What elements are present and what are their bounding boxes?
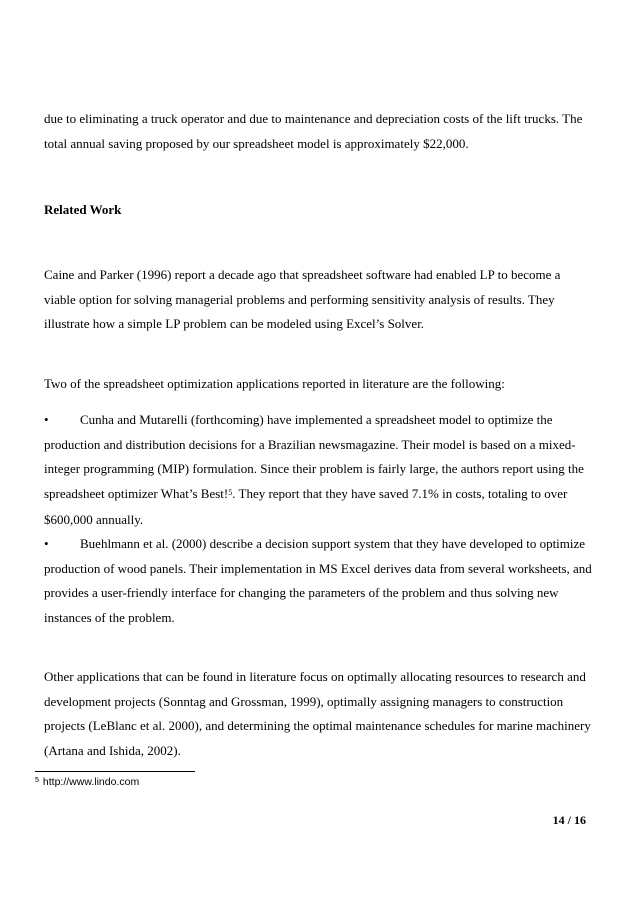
intro-continuation-paragraph: due to eliminating a truck operator and due to maintenance and depreciation costs of the lift trucks. The total annual saving proposed by our spreadsheet model is approximately $22,000. xyxy=(44,111,583,151)
bullet-1-text-b: . They report that they have saved 7.1% in costs, totaling to over $600,000 annually. xyxy=(44,485,568,527)
footnote-divider xyxy=(35,771,195,772)
bullet-item-cunha-mutarelli xyxy=(44,408,592,533)
footnote xyxy=(35,776,139,788)
other-applications-paragraph: Other applications that can be found in literature focus on optimally allocating resources to research and development projects (Sonntag and Grossman, 1999), optimally assigning managers to construction projects (LeBlanc et al. 2000), and determining the optimal maintenance schedules for marine machinery (Artana and Ishida, 2002). xyxy=(44,669,591,758)
footnote-number: 5 xyxy=(35,777,39,784)
applications-intro-paragraph: Two of the spreadsheet optimization applications reported in literature are the following: xyxy=(44,376,505,391)
footnote-link-text: http://www.lindo.com xyxy=(42,776,140,788)
page-number: 14 / 16 xyxy=(552,813,586,827)
bullet-2-text: Buehlmann et al. (2000) describe a decision support system that they have developed to optimize production of wood panels. Their implementation in MS Excel derives data from several worksheets, and provides a user-friendly interface for changing the parameters of the problem and thus solving new instances of the problem. xyxy=(44,536,592,625)
footnote-reference: 5 xyxy=(228,487,233,497)
bullet-icon: • xyxy=(44,412,49,427)
bullet-icon: • xyxy=(44,536,49,551)
bullet-1-text-a: Cunha and Mutarelli (forthcoming) have implemented a spreadsheet model to optimize the production and distribution decisions for a Brazilian newsmagazine. Their model is based on a mixed-integer programming (MIP) formulation. Since their problem is fairly large, the authors report using the spreadsheet optimizer What’s Best! xyxy=(44,412,584,501)
related-work-heading: Related Work xyxy=(44,202,122,217)
bullet-item-buehlmann xyxy=(44,532,592,630)
caine-parker-paragraph: Caine and Parker (1996) report a decade ago that spreadsheet software had enabled LP to become a viable option for solving managerial problems and performing sensitivity analysis of results. They illustrate how a simple LP problem can be modeled using Excel’s Solver. xyxy=(44,267,561,331)
